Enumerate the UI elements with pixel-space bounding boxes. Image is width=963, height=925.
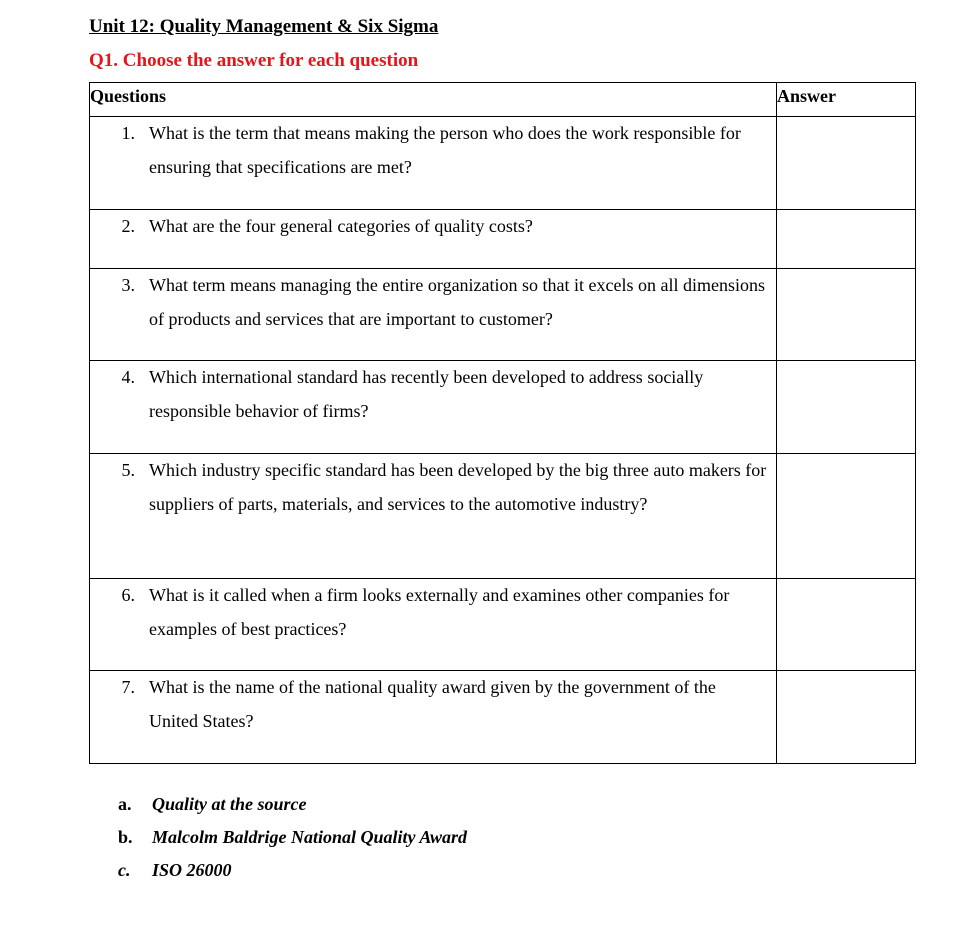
question-text: What is the term that means making the person who does the work responsible for ensuring that specifications are met? bbox=[149, 123, 741, 177]
question-number: 3. bbox=[121, 275, 135, 295]
table-row bbox=[90, 579, 916, 671]
answer-cell[interactable] bbox=[777, 117, 916, 210]
questions-table bbox=[89, 82, 916, 764]
question-number: 6. bbox=[121, 585, 135, 605]
answer-cell[interactable] bbox=[777, 454, 916, 579]
question-cell bbox=[90, 117, 777, 210]
question-cell bbox=[90, 210, 777, 269]
list-item bbox=[118, 854, 467, 887]
answer-cell[interactable] bbox=[777, 210, 916, 269]
question-text: Which international standard has recently been developed to address socially responsible behavior of firms? bbox=[149, 367, 704, 421]
option-text: Quality at the source bbox=[152, 794, 307, 814]
answer-options-list bbox=[118, 788, 467, 887]
table-row bbox=[90, 361, 916, 454]
table-row bbox=[90, 210, 916, 269]
question-cell bbox=[90, 671, 777, 764]
question-cell bbox=[90, 579, 777, 671]
option-letter: b. bbox=[118, 827, 133, 847]
question-cell bbox=[90, 361, 777, 454]
answer-cell[interactable] bbox=[777, 579, 916, 671]
unit-title: Unit 12: Quality Management & Six Sigma bbox=[89, 16, 439, 37]
answer-cell[interactable] bbox=[777, 361, 916, 454]
questions-column-header: Questions bbox=[90, 83, 777, 117]
answer-column-header: Answer bbox=[777, 83, 916, 117]
question-number: 4. bbox=[121, 367, 135, 387]
table-row bbox=[90, 117, 916, 210]
question-number: 1. bbox=[121, 123, 135, 143]
option-letter: a. bbox=[118, 794, 132, 814]
table-row bbox=[90, 454, 916, 579]
question-text: Which industry specific standard has been developed by the big three auto makers for suppliers of parts, materials, and services to the automotive industry? bbox=[149, 460, 767, 514]
answer-cell[interactable] bbox=[777, 269, 916, 361]
question-text: What is it called when a firm looks externally and examines other companies for examples of best practices? bbox=[149, 585, 730, 639]
table-header-row bbox=[90, 83, 916, 117]
question-text: What are the four general categories of quality costs? bbox=[149, 216, 533, 236]
option-text: ISO 26000 bbox=[152, 860, 232, 880]
question-number: 5. bbox=[121, 460, 135, 480]
list-item bbox=[118, 788, 467, 821]
question-number: 2. bbox=[121, 216, 135, 236]
question-cell bbox=[90, 269, 777, 361]
question-cell bbox=[90, 454, 777, 579]
table-row bbox=[90, 269, 916, 361]
question-text: What term means managing the entire organization so that it excels on all dimensions of products and services that are important to customer? bbox=[149, 275, 765, 329]
answer-cell[interactable] bbox=[777, 671, 916, 764]
option-text: Malcolm Baldrige National Quality Award bbox=[152, 827, 468, 847]
option-letter: c. bbox=[118, 860, 131, 880]
table-row bbox=[90, 671, 916, 764]
question-heading: Q1. Choose the answer for each question bbox=[89, 50, 419, 71]
question-number: 7. bbox=[121, 677, 135, 697]
question-text: What is the name of the national quality award given by the government of the United States? bbox=[149, 677, 716, 731]
list-item bbox=[118, 821, 467, 854]
